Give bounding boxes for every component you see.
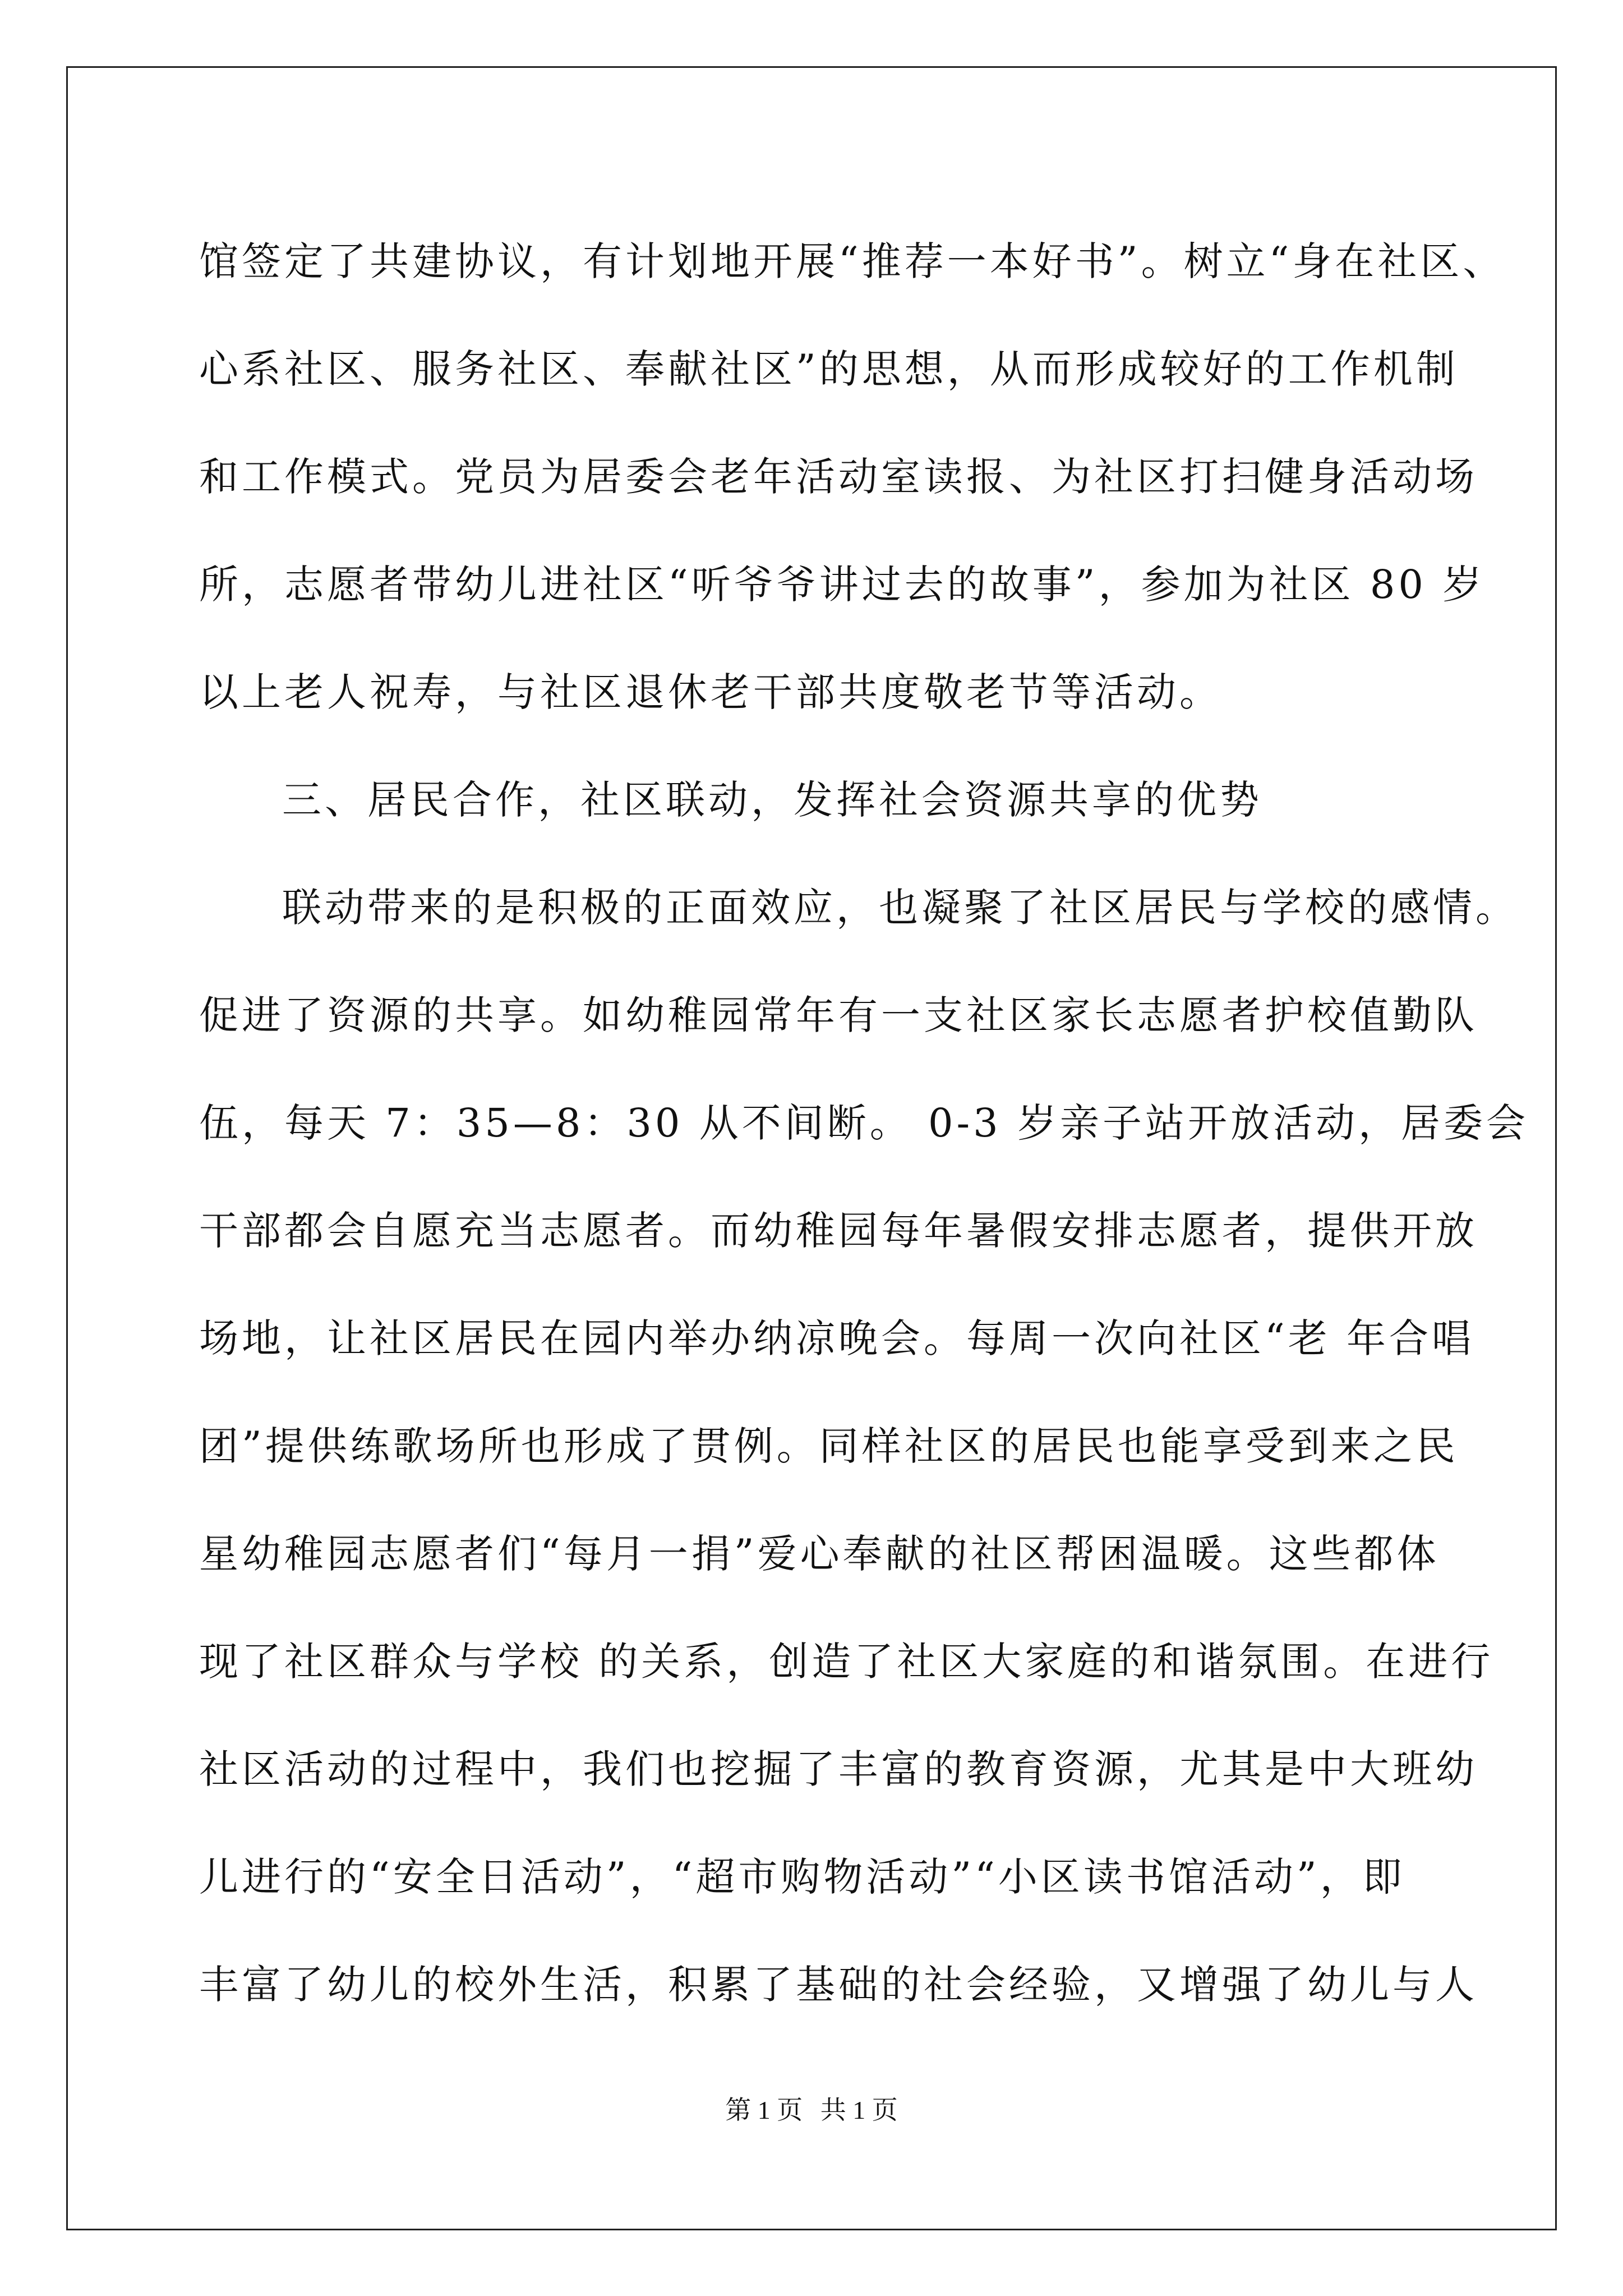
text-line-17: 丰富了幼儿的校外生活，积累了基础的社会经验，又增强了幼儿与人 — [199, 1962, 1478, 2008]
text-line-16: 儿进行的“安全日活动”，“超市购物活动”“小区读书馆活动”，即 — [199, 1854, 1405, 1900]
text-line-7: 联动带来的是积极的正面效应，也凝聚了社区居民与学校的感情。 — [282, 885, 1518, 931]
text-line-11: 场地，让社区居民在园内举办纳凉晚会。每周一次向社区“老 年合唱 — [199, 1315, 1475, 1361]
text-line-2: 心系社区、服务社区、奉献社区”的思想，从而形成较好的工作机制 — [199, 346, 1459, 392]
text-line-5: 以上老人祝寿，与社区退休老干部共度敬老节等活动。 — [199, 669, 1222, 715]
text-line-1: 馆签定了共建协议，有计划地开展“推荐一本好书”。树立“身在社区、 — [199, 238, 1506, 284]
text-line-12: 团”提供练歌场所也形成了贯例。同样社区的居民也能享受到来之民 — [199, 1423, 1459, 1469]
page-footer — [0, 2090, 1623, 2127]
text-line-8: 促进了资源的共享。如幼稚园常年有一支社区家长志愿者护校值勤队 — [199, 992, 1478, 1038]
total-pages: 共 1 页 — [820, 2096, 898, 2124]
document-body — [199, 208, 1529, 2039]
page-number: 第 1 页 — [725, 2096, 803, 2124]
text-line-15: 社区活动的过程中，我们也挖掘了丰富的教育资源，尤其是中大班幼 — [199, 1746, 1478, 1792]
text-line-14: 现了社区群众与学校 的关系，创造了社区大家庭的和谐氛围。在进行 — [199, 1639, 1494, 1685]
text-line-9: 伍，每天 7：35—8：30 从不间断。 0-3 岁亲子站开放活动，居委会 — [199, 1100, 1529, 1146]
text-line-13: 星幼稚园志愿者们“每月一捐”爱心奉献的社区帮困温暖。这些都体 — [199, 1531, 1440, 1577]
text-line-10: 干部都会自愿充当志愿者。而幼稚园每年暑假安排志愿者，提供开放 — [199, 1208, 1478, 1254]
section-heading: 三、居民合作，社区联动，发挥社会资源共享的优势 — [282, 777, 1262, 823]
text-line-3: 和工作模式。党员为居委会老年活动室读报、为社区打扫健身活动场 — [199, 454, 1478, 500]
text-line-4: 所，志愿者带幼儿进社区“听爷爷讲过去的故事”，参加为社区 80 岁 — [199, 562, 1486, 608]
